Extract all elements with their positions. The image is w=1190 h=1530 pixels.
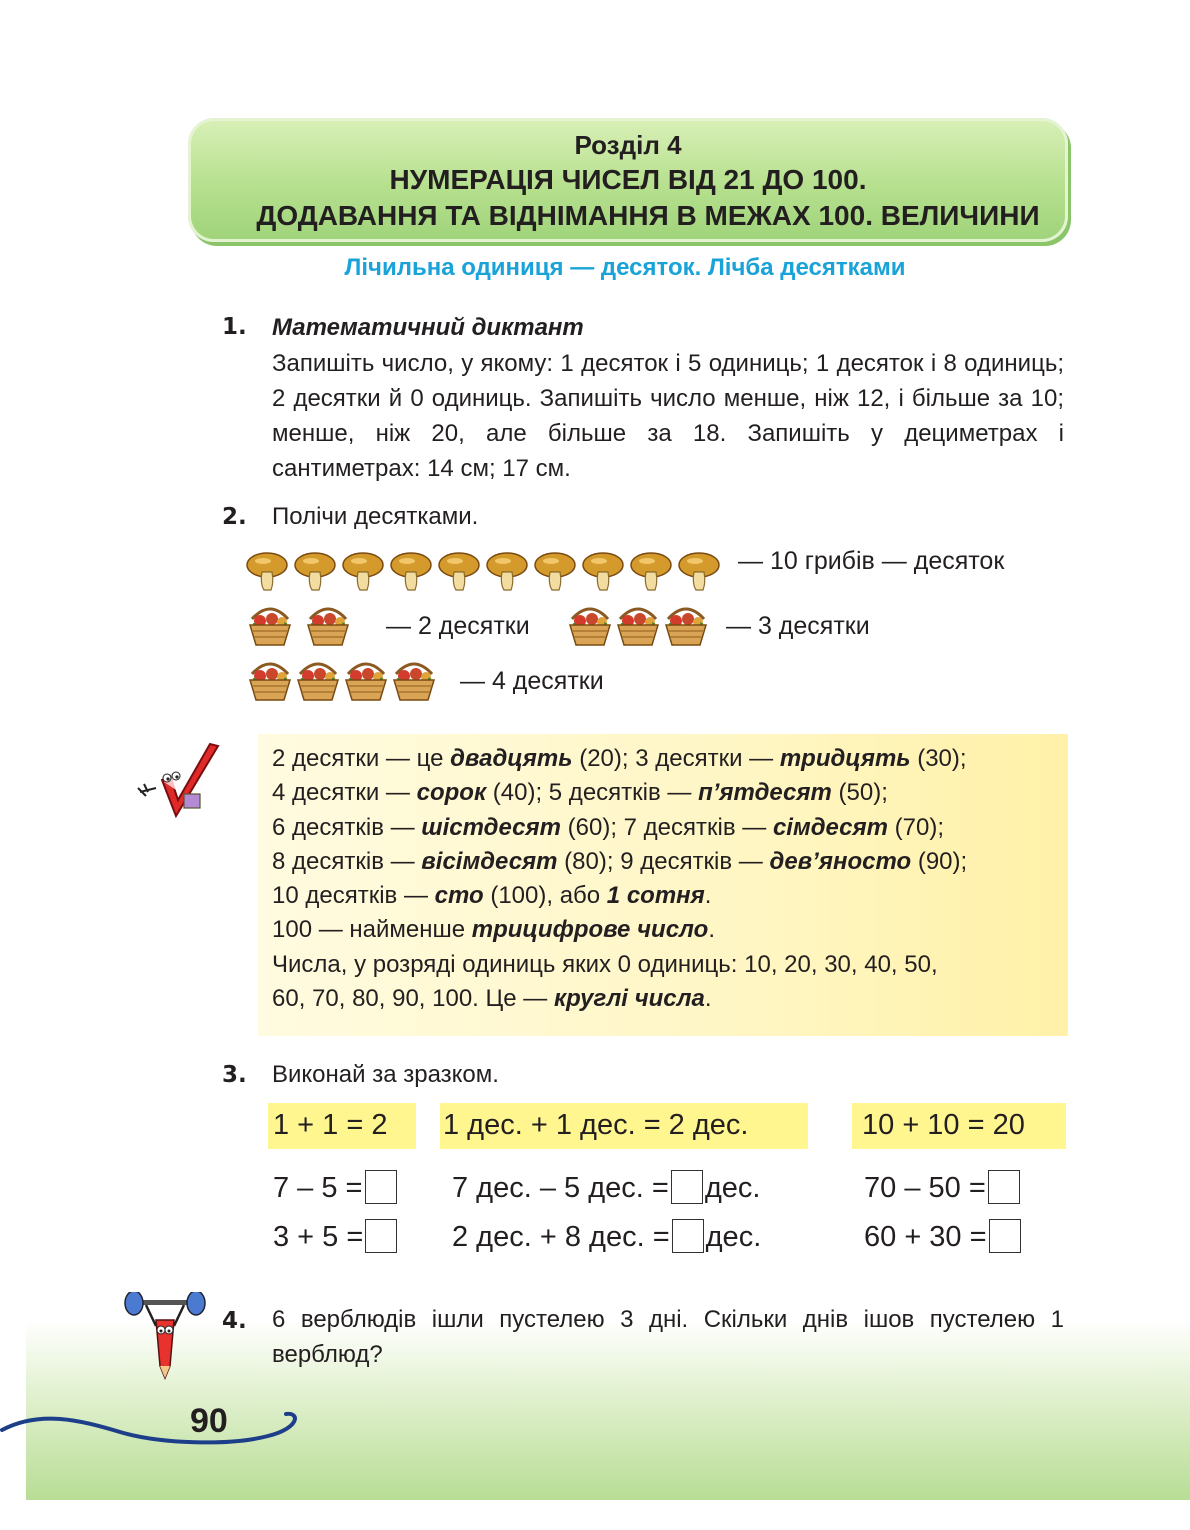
- task-3-text: Виконай за зразком.: [272, 1061, 499, 1088]
- lesson-title: Лічильна одиниця — десяток. Лічба десятками: [344, 254, 906, 281]
- basket-icon: [614, 605, 662, 652]
- mushroom-icon: [678, 550, 720, 597]
- answer-box[interactable]: [365, 1219, 397, 1253]
- label-3-tens: — 3 десятки: [726, 612, 870, 640]
- exercise-row2-b: 2 дес. + 8 дес. = дес.: [452, 1221, 762, 1253]
- mushroom-icon: [438, 550, 480, 597]
- mushroom-icon: [486, 550, 528, 597]
- task-2-text: Полічи десятками.: [272, 503, 479, 530]
- basket-group-4: [246, 660, 438, 707]
- rule-line: 4 десятки — сорок (40); 5 десятків — п’ятдесят (50);: [272, 779, 888, 807]
- mushroom-icon: [294, 550, 336, 597]
- rule-line: 60, 70, 80, 90, 100. Це — круглі числа.: [272, 985, 712, 1013]
- rule-line: 8 десятків — вісімдесят (80); 9 десятків — дев’яносто (90);: [272, 847, 968, 875]
- basket-icon: [246, 605, 294, 652]
- rule-line: 10 десятків — сто (100), або 1 сотня.: [272, 882, 712, 910]
- chapter-title-line2: ДОДАВАННЯ ТА ВІДНІМАННЯ В МЕЖАХ 100. ВЕЛИЧИНИ: [256, 200, 1040, 231]
- rule-line: 100 — найменше трицифрове число.: [272, 916, 716, 944]
- checkmark-mascot-icon: [134, 742, 224, 822]
- chapter-title-line1: НУМЕРАЦІЯ ЧИСЕЛ ВІД 21 ДО 100.: [389, 164, 867, 195]
- label-2-tens: — 2 десятки: [386, 612, 530, 640]
- answer-box[interactable]: [671, 1170, 703, 1204]
- mushroom-icon: [630, 550, 672, 597]
- rule-line: Числа, у розряді одиниць яких 0 одиниць: 10, 20, 30, 40, 50,: [272, 950, 938, 978]
- page-number: 90: [190, 1402, 228, 1440]
- answer-box[interactable]: [989, 1219, 1021, 1253]
- sample-units: 1 + 1 = 2: [273, 1109, 388, 1141]
- basket-group-2: [246, 605, 352, 652]
- sample-tens: 1 дес. + 1 дес. = 2 дес.: [443, 1109, 749, 1141]
- mushroom-icon: [582, 550, 624, 597]
- basket-icon: [246, 660, 294, 707]
- basket-icon: [662, 605, 710, 652]
- task-1-number: 1.: [222, 314, 247, 340]
- mushroom-icon: [534, 550, 576, 597]
- sample-round: 10 + 10 = 20: [862, 1109, 1025, 1141]
- exercise-row2-a: 3 + 5 =: [273, 1221, 399, 1255]
- exercise-row1-a: 7 – 5 =: [273, 1172, 399, 1206]
- basket-icon: [304, 605, 352, 652]
- mushroom-row: [246, 550, 720, 597]
- basket-group-3: [566, 605, 710, 652]
- mushroom-icon: [390, 550, 432, 597]
- basket-icon: [294, 660, 342, 707]
- answer-box[interactable]: [672, 1219, 704, 1253]
- task-1-text: Запишіть число, у якому: 1 десяток і 5 одиниць; 1 десяток і 8 одиниць; 2 десятки й 0 одиниць. Запишіть число менше, ніж 12, і більше за 10; менше, ніж 20, але більше за 18. Запишіть у дециметрах і сантиметрах: 14 см; 17 см.: [272, 350, 1064, 482]
- task-4-number: 4.: [222, 1308, 247, 1334]
- basket-icon: [342, 660, 390, 707]
- weightlifter-pencil-icon: [122, 1292, 208, 1382]
- page-swirl-decoration: [0, 1400, 320, 1460]
- mushroom-icon: [246, 550, 288, 597]
- rule-line: 2 десятки — це двадцять (20); 3 десятки — тридцять (30);: [272, 745, 967, 772]
- rule-box: [258, 734, 1068, 1036]
- label-4-tens: — 4 десятки: [460, 667, 604, 695]
- answer-box[interactable]: [365, 1170, 397, 1204]
- task-3-number: 3.: [222, 1062, 247, 1088]
- exercise-row1-b: 7 дес. – 5 дес. = дес.: [452, 1172, 761, 1204]
- answer-box[interactable]: [988, 1170, 1020, 1204]
- rule-line: 6 десятків — шістдесят (60); 7 десятків — сімдесят (70);: [272, 813, 945, 841]
- mushroom-icon: [342, 550, 384, 597]
- task-2-number: 2.: [222, 504, 247, 530]
- task-1-heading: Математичний диктант: [272, 314, 584, 341]
- rule-text: [272, 742, 1054, 1016]
- chapter-number: Розділ 4: [574, 130, 682, 160]
- exercise-row2-c: 60 + 30 =: [864, 1221, 1023, 1255]
- mushrooms-label: — 10 грибів — десяток: [738, 547, 1005, 575]
- chapter-banner: [188, 118, 1068, 242]
- basket-icon: [566, 605, 614, 652]
- basket-icon: [390, 660, 438, 707]
- task-4-text: 6 верблюдів ішли пустелею 3 дні. Скільки днів ішов пустелею 1 верблюд?: [272, 1306, 1064, 1368]
- exercise-row1-c: 70 – 50 =: [864, 1172, 1022, 1206]
